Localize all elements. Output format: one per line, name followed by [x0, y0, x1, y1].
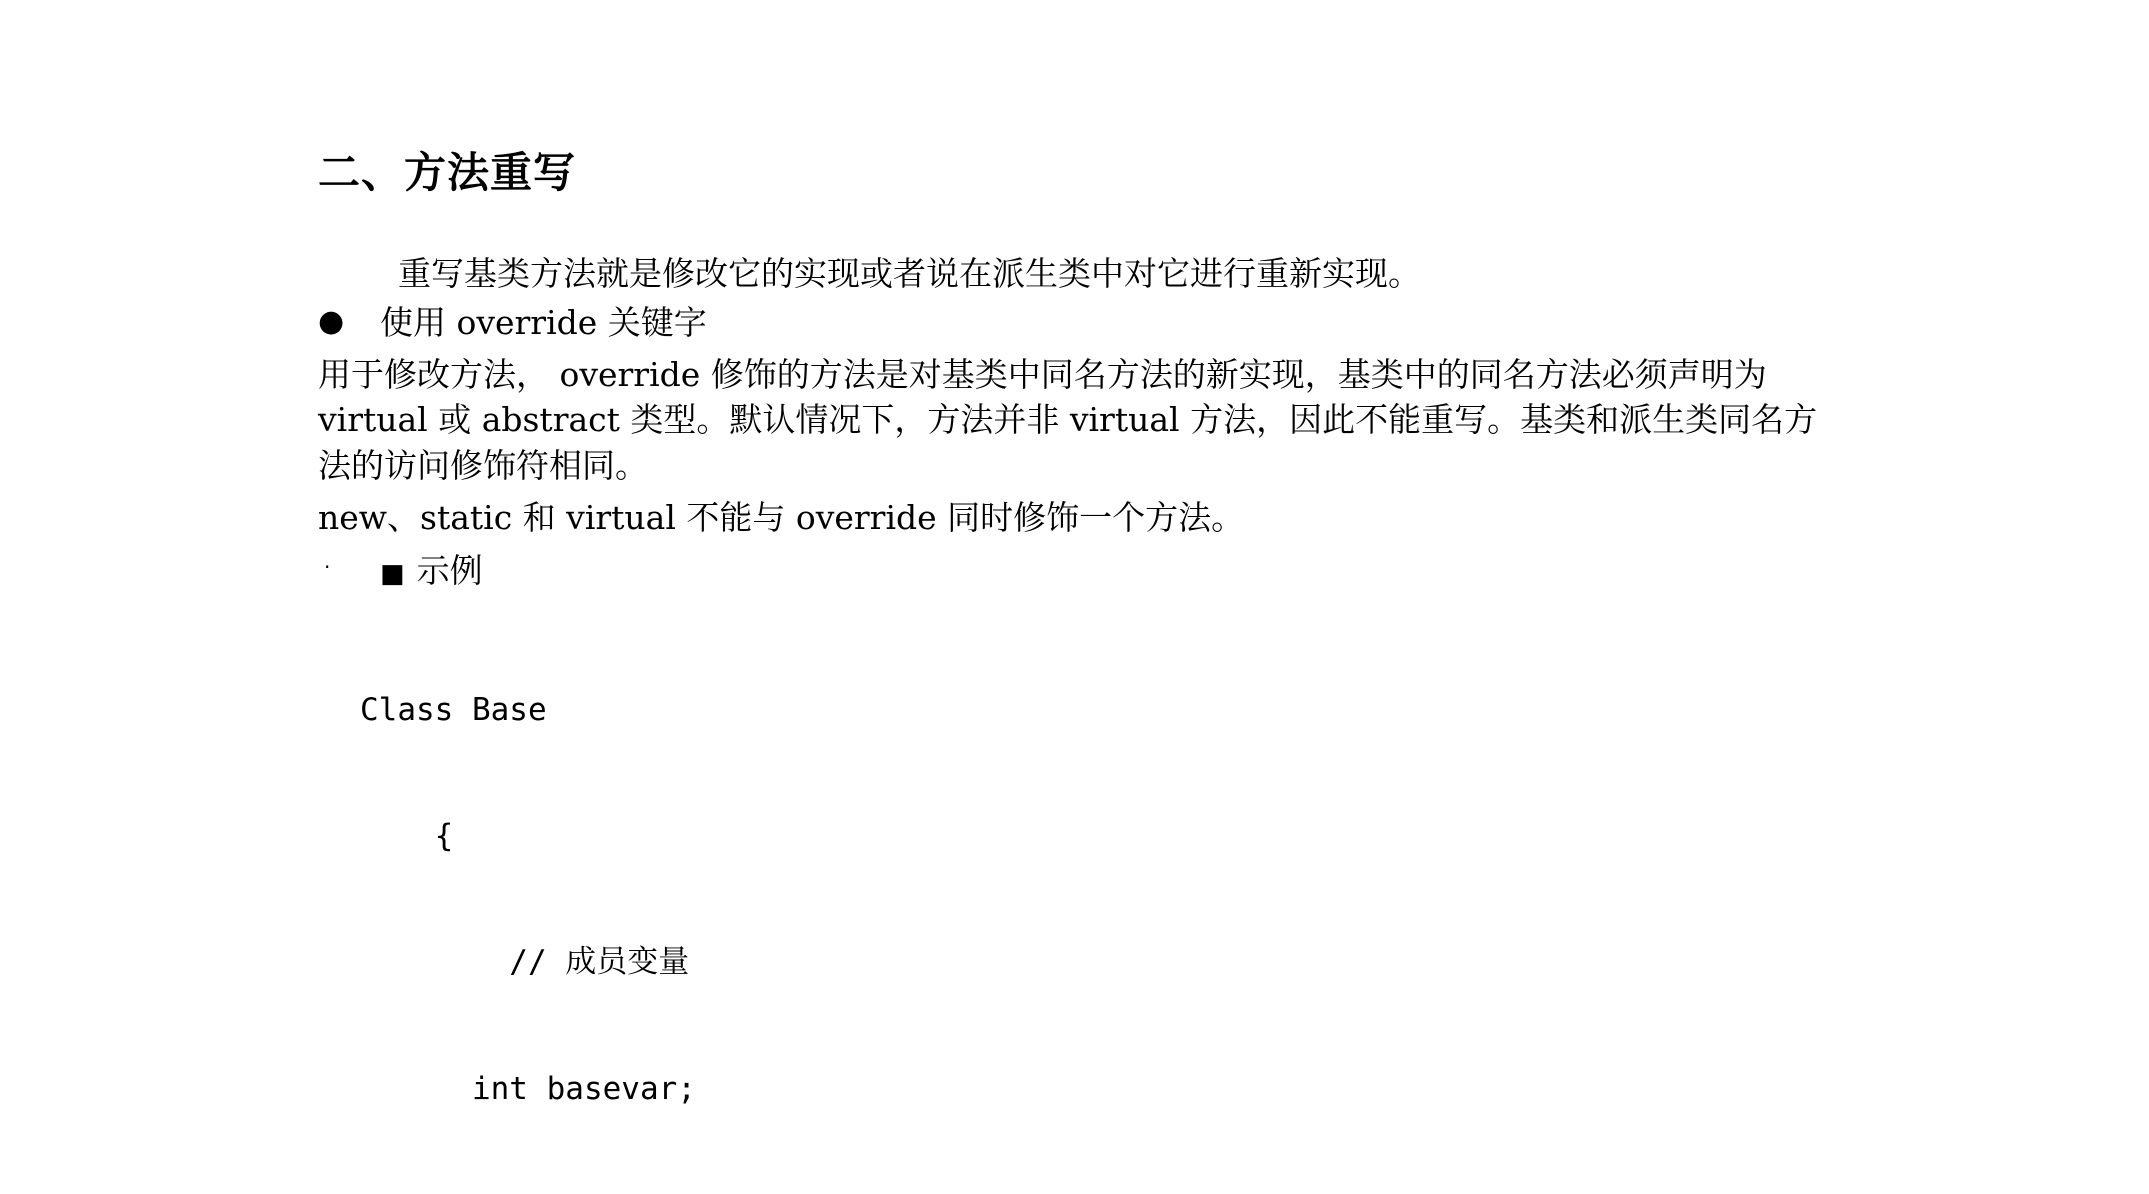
- document-content: [318, 150, 1818, 1194]
- bullet-dot-small-icon: ·: [324, 555, 331, 580]
- example-label: 示例: [416, 551, 483, 591]
- bullet-item-override: [318, 300, 1818, 346]
- example-label-wrap: [380, 548, 483, 594]
- code-line: // 成员变量: [360, 944, 690, 981]
- bullet-item-label: 使用 override 关键字: [380, 302, 707, 342]
- bullet-dot-icon: ●: [318, 303, 345, 339]
- code-block: [318, 604, 1818, 1194]
- intro-paragraph: 重写基类方法就是修改它的实现或者说在派生类中对它进行重新实现。: [398, 254, 1421, 294]
- code-line: Class Base: [360, 691, 547, 728]
- paragraph-modifier-conflict: new、static 和 virtual 不能与 override 同时修饰一个方法。: [318, 497, 1245, 537]
- page-title: 二、方法重写: [318, 148, 577, 197]
- code-line: {: [360, 818, 454, 855]
- paragraph-override-rules: 用于修改方法， override 修饰的方法是对基类中同名方法的新实现，基类中的同名方法必须声明为 virtual 或 abstract 类型。默认情况下，方法并非 virtual 方法，因此不能重写。基类和派生类同名方法的访问修饰符相同。: [318, 354, 1818, 485]
- code-line: int basevar;: [360, 1070, 696, 1107]
- bullet-item-example: [318, 548, 1818, 594]
- square-bullet-icon: ■: [380, 559, 405, 590]
